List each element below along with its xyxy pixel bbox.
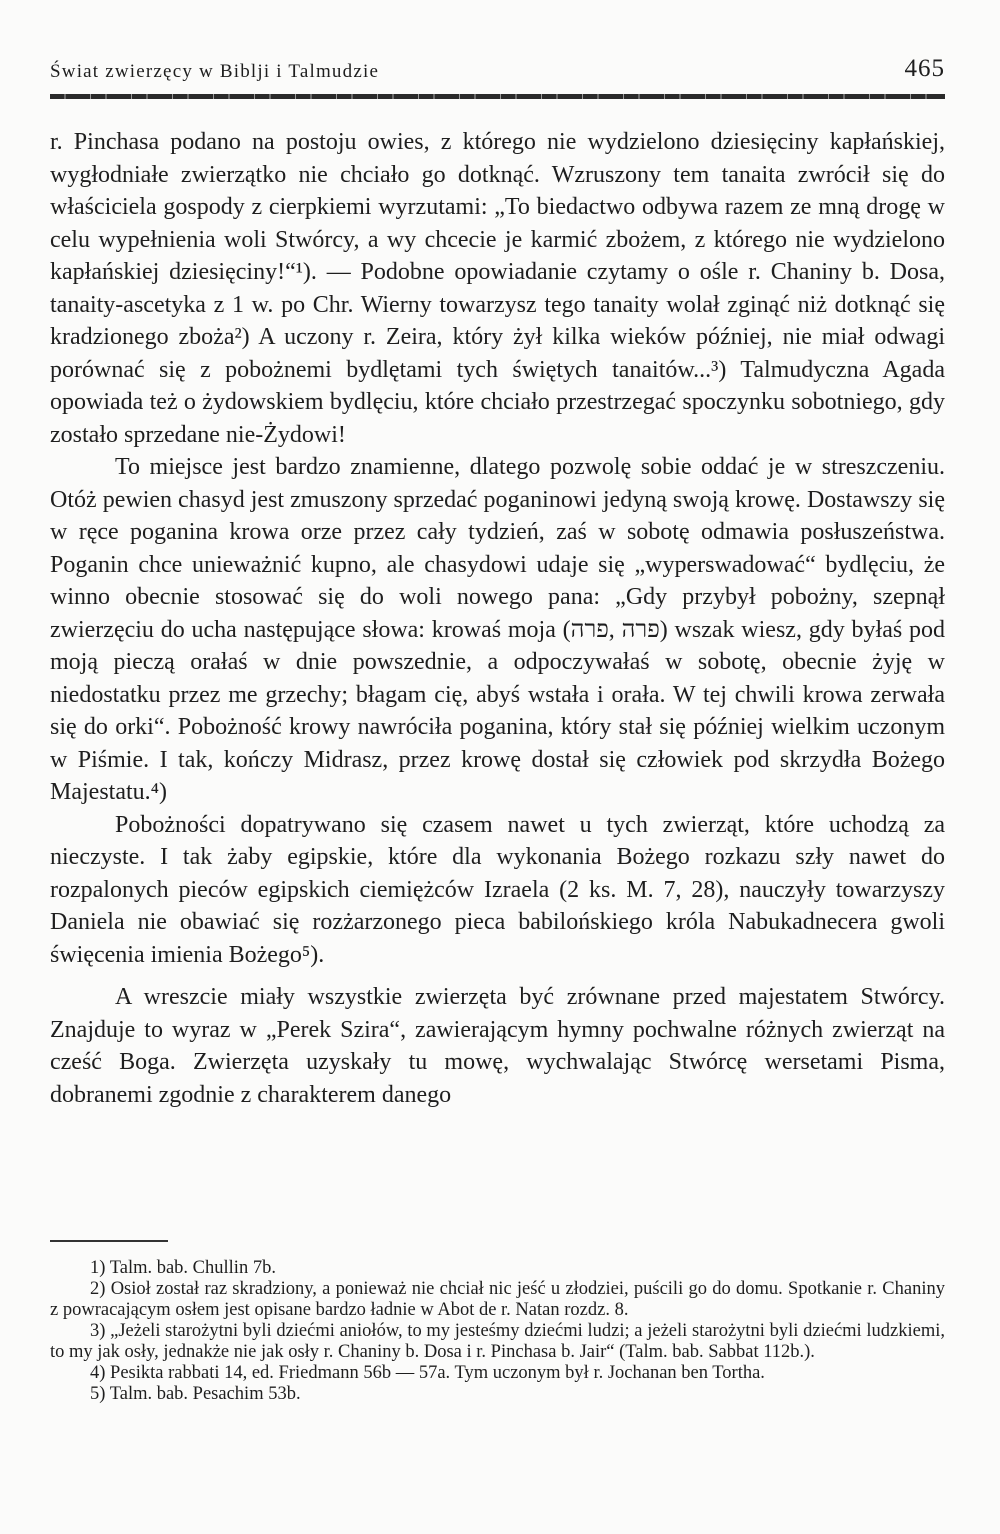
- footnote-text: Osioł został raz skradziony, a ponieważ nie chciał nic jeść u złodziei, puścili go do domu. Spotkanie r. Chaniny z powracającym osłem jest opisane bardzo ładnie w Abot de r. Natan rozdz. 8.: [50, 1279, 945, 1320]
- footnote-mark: 1): [90, 1258, 106, 1278]
- paragraph: A wreszcie miały wszystkie zwierzęta być zrównane przed majestatem Stwórcy. Znajduje to wyraz w „Perek Szira“, zawierającym hymny pochwalne różnych zwierząt na cześć Boga. Zwierzęta uzyskały tu mowę, wychwalając Stwórcę wersetami Pisma, dobranemi zgodnie z charakterem danego: [50, 984, 945, 1108]
- footnote-separator: [50, 1240, 168, 1242]
- footnote: [50, 1321, 945, 1363]
- footnote-text: Talm. bab. Pesachim 53b.: [109, 1384, 301, 1404]
- footnote-mark: 2): [90, 1279, 106, 1299]
- footnotes: [50, 1258, 945, 1405]
- footnote-mark: 3): [90, 1321, 106, 1341]
- paragraph: Pobożności dopatrywano się czasem nawet u tych zwierząt, które uchodzą za nieczyste. I tak żaby egipskie, które dla wykonania Bożego rozkazu szły nawet do rozpalonych pieców egipskich ciemiężców Izraela (2 ks. M. 7, 28), nauczyły towarzyszy Daniela nie obawiać się rozżarzonego pieca babilońskiego króla Nabukadnecera gwoli święcenia imienia Bożego⁵).: [50, 811, 945, 968]
- footnote-text: Talm. bab. Chullin 7b.: [109, 1258, 276, 1278]
- running-title: Świat zwierzęcy w Biblji i Talmudzie: [50, 61, 380, 82]
- footnote-text: Pesikta rabbati 14, ed. Friedmann 56b — 57a. Tym uczonym był r. Jochanan ben Tortha.: [110, 1363, 765, 1383]
- footnote: [50, 1258, 945, 1279]
- footnote: [50, 1279, 945, 1321]
- footnote-text: „Jeżeli starożytni byli dziećmi aniołów, to my jesteśmy dziećmi ludzi; a jeżeli starożytni byli dziećmi ludzkiemi, to my jak osły, jednakże nie jak osły r. Chaniny b. Dosa i r. Pinchasa b. Jair“ (Talm. bab. Sabbat 112b.).: [50, 1321, 946, 1362]
- footnote: [50, 1363, 945, 1384]
- header-rule: [50, 94, 945, 99]
- running-header: [50, 55, 945, 85]
- paragraph: r. Pinchasa podano na postoju owies, z którego nie wydzielono dziesięciny kapłańskiej, wygłodniałe zwierzątko nie chciało go dotknąć. Wzruszony tem tanaita zwrócił się do właściciela gospody z cierpkiemi wyrzutami: „To biedactwo odbywa razem ze mną drogę w celu wypełnienia woli Stwórcy, a wy chcecie je karmić zbożem, z którego nie wydzielono kapłańskiej dziesięciny!“¹). — Podobne opowiadanie czytamy o ośle r. Chaniny b. Dosa, tanaity-ascetyka z 1 w. po Chr. Wierny towarzysz tego tanaity wolał zginąć niż dotknąć się kradzionego zboża²) A uczony r. Zeira, który żył kilka wieków później, nie miał odwagi porównać się z pobożnemi bydlętami tych świętych tanaitów...³) Talmudyczna Agada opowiada też o żydowskiem bydlęciu, które chciało przestrzegać spoczynku sobotniego, gdy zostało sprzedane nie-Żydowi!: [50, 129, 945, 448]
- page-number: 465: [904, 55, 945, 82]
- footnote-mark: 5): [90, 1384, 106, 1404]
- paragraph: To miejsce jest bardzo znamienne, dlatego pozwolę sobie oddać je w streszczeniu. Otóż pewien chasyd jest zmuszony sprzedać poganinowi jedyną swoją krowę. Dostawszy się w ręce poganina krowa orze przez cały tydzień, zaś w sobotę odmawia posłuszeństwa. Poganin chce unieważnić kupno, ale chasydowi udaje się „wyperswadować“ bydlęciu, że winno obecnie stosować się do woli nowego pana: „Gdy przybył pobożny, szepnął zwierzęciu do ucha następujące słowa: krowaś moja (פרה ,פרה) wszak wiesz, gdy byłaś pod moją pieczą orałaś w dnie powszednie, a odpoczywałaś w sobotę, obecnie żyję w niedostatku przez me grzechy; błagam cię, abyś wstała i orała. W tej chwili krowa zerwała się do orki“. Pobożność krowy nawróciła poganina, który stał się później wielkim uczonym w Piśmie. I tak, kończy Midrasz, przez krowę dostał się człowiek pod skrzydła Bożego Majestatu.⁴): [50, 454, 945, 805]
- footnote-mark: 4): [90, 1363, 106, 1383]
- footnote: [50, 1384, 945, 1405]
- main-text: [50, 126, 945, 1111]
